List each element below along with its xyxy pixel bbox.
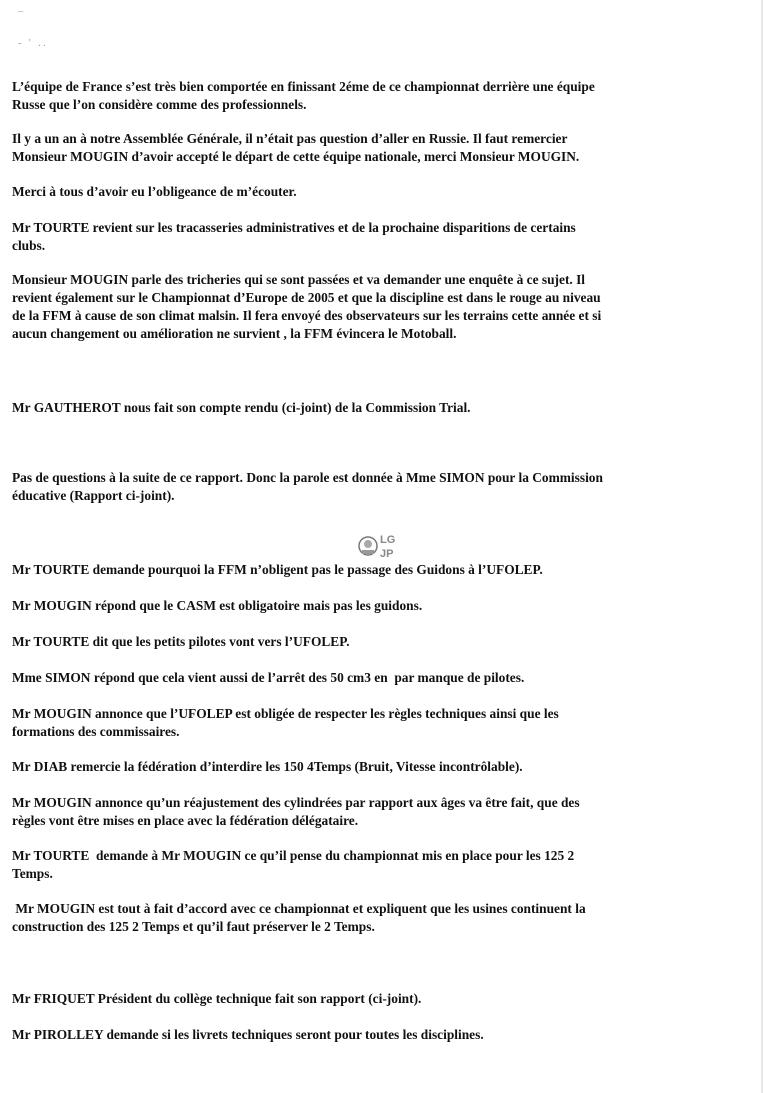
paragraph-line: Mr MOUGIN répond que le CASM est obligatoire mais pas les guidons.: [12, 598, 423, 613]
paragraph-line: Mr TOURTE demande pourquoi la FFM n’obligent pas le passage des Guidons à l’UFOLEP.: [12, 562, 543, 577]
paragraph-line: construction des 125 2 Temps et qu’il faut préserver le 2 Temps.: [12, 919, 375, 934]
svg-text:LG: LG: [380, 534, 396, 546]
paragraph-line: de la FFM à cause de son climat malsin. Il fera envoyé des observateurs sur les terrains cette année et si: [12, 308, 602, 323]
paragraph-line: Pas de questions à la suite de ce rapport. Donc la parole est donnée à Mme SIMON pour la Commission: [12, 470, 603, 485]
paragraph-7: [12, 469, 742, 505]
paragraph-12: [12, 705, 742, 741]
paragraph-line: éducative (Rapport ci-joint).: [12, 488, 175, 503]
paragraph-line: Monsieur MOUGIN d’avoir accepté le départ de cette équipe nationale, merci Monsieur MOUGIN.: [12, 149, 580, 164]
scan-artifact: - ' . .: [18, 38, 46, 49]
lgjp-logo-watermark: [356, 528, 400, 564]
paragraph-4: [12, 219, 742, 255]
paragraph-line: Mr MOUGIN est tout à fait d’accord avec ce championnat et expliquent que les usines continuent la: [12, 901, 586, 916]
paragraph-line: Mr PIROLLEY demande si les livrets techniques seront pour toutes les disciplines.: [12, 1027, 484, 1042]
scan-artifact: _: [18, 2, 23, 13]
svg-text:JP: JP: [380, 548, 394, 560]
paragraph-line: aucun changement ou amélioration ne survient , la FFM évincera le Motoball.: [12, 326, 457, 341]
paragraph-line: règles vont être mises en place avec la fédération délégataire.: [12, 813, 359, 828]
paragraph-line: Mr GAUTHEROT nous fait son compte rendu (ci-joint) de la Commission Trial.: [12, 400, 471, 415]
paragraph-line: Il y a un an à notre Assemblée Générale, il n’était pas question d’aller en Russie. Il faut remercier: [12, 131, 568, 146]
paragraph-6: [12, 399, 742, 417]
paragraph-line: Russe que l’on considère comme des professionnels.: [12, 97, 307, 112]
paragraph-line: Mr MOUGIN annonce que l’UFOLEP est obligée de respecter les règles techniques ainsi que les: [12, 706, 559, 721]
paragraph-15: [12, 847, 742, 883]
paragraph-line: formations des commissaires.: [12, 724, 180, 739]
paragraph-17: [12, 990, 742, 1008]
paragraph-line: L’équipe de France s’est très bien comportée en finissant 2éme de ce championnat derrière une équipe: [12, 79, 595, 94]
paragraph-line: Merci à tous d’avoir eu l’obligeance de m’écouter.: [12, 184, 297, 199]
paragraph-10: [12, 633, 742, 651]
paragraph-line: Mme SIMON répond que cela vient aussi de l’arrêt des 50 cm3 en par manque de pilotes.: [12, 670, 525, 685]
paragraph-14: [12, 794, 742, 830]
paragraph-line: clubs.: [12, 238, 46, 253]
paragraph-line: Mr TOURTE demande à Mr MOUGIN ce qu’il pense du championnat mis en place pour les 125 2: [12, 848, 575, 863]
paragraph-16: [12, 900, 742, 936]
paragraph-line: Mr MOUGIN annonce qu’un réajustement des cylindrées par rapport aux âges va être fait, que des: [12, 795, 580, 810]
paragraph-13: [12, 758, 742, 776]
paragraph-line: Mr TOURTE revient sur les tracasseries administratives et de la prochaine disparitions de certains: [12, 220, 576, 235]
paragraph-line: Temps.: [12, 866, 53, 881]
paragraph-9: [12, 597, 742, 615]
paragraph-line: revient également sur le Championnat d’Europe de 2005 et que la discipline est dans le rouge au niveau: [12, 290, 601, 305]
paragraph-2: [12, 130, 742, 166]
paragraph-line: Mr DIAB remercie la fédération d’interdire les 150 4Temps (Bruit, Vitesse incontrôlable).: [12, 759, 523, 774]
paragraph-line: Mr TOURTE dit que les petits pilotes vont vers l’UFOLEP.: [12, 634, 350, 649]
paragraph-line: Mr FRIQUET Président du collège technique fait son rapport (ci-joint).: [12, 991, 422, 1006]
paragraph-5: [12, 271, 742, 343]
paragraph-line: Monsieur MOUGIN parle des tricheries qui se sont passées et va demander une enquête à ce sujet. Il: [12, 272, 586, 287]
paragraph-11: [12, 669, 742, 687]
paragraph-18: [12, 1026, 742, 1044]
paragraph-1: [12, 78, 742, 114]
paragraph-3: [12, 183, 742, 201]
